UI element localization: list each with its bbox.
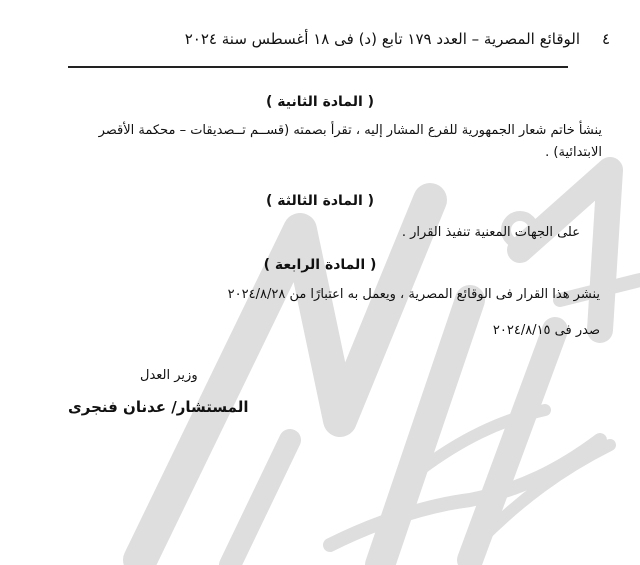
issue-date: صدر فى ٢٠٢٤/٨/١٥ <box>492 323 600 338</box>
page-number: ٤ <box>601 30 610 48</box>
page-header <box>60 30 610 54</box>
article-4-body: ينشر هذا القرار فى الوقائع المصرية ، ويعمل به اعتبارًا من ٢٠٢٤/٨/٢٨ <box>227 287 600 302</box>
article-3-heading: ( المادة الثالثة ) <box>265 193 375 209</box>
article-3-body: على الجهات المعنية تنفيذ القرار . <box>401 225 580 240</box>
article-4-heading: ( المادة الرابعة ) <box>263 257 377 273</box>
article-2-body: ينشأ خاتم شعار الجمهورية للفرع المشار إليه ، تقرأ بصمته (قســم تــصديقات – محكمة الأقصر الابتدائية) . <box>98 123 602 160</box>
header-title: الوقائع المصرية – العدد ١٧٩ تابع (د) فى ١٨ أغسطس سنة ٢٠٢٤ <box>184 30 580 48</box>
signatory-title: وزير العدل <box>140 368 198 383</box>
header-rule <box>68 66 568 68</box>
signatory-name: المستشار/ عدنان فنجرى <box>68 398 249 416</box>
article-2-heading: ( المادة الثانية ) <box>265 94 375 110</box>
